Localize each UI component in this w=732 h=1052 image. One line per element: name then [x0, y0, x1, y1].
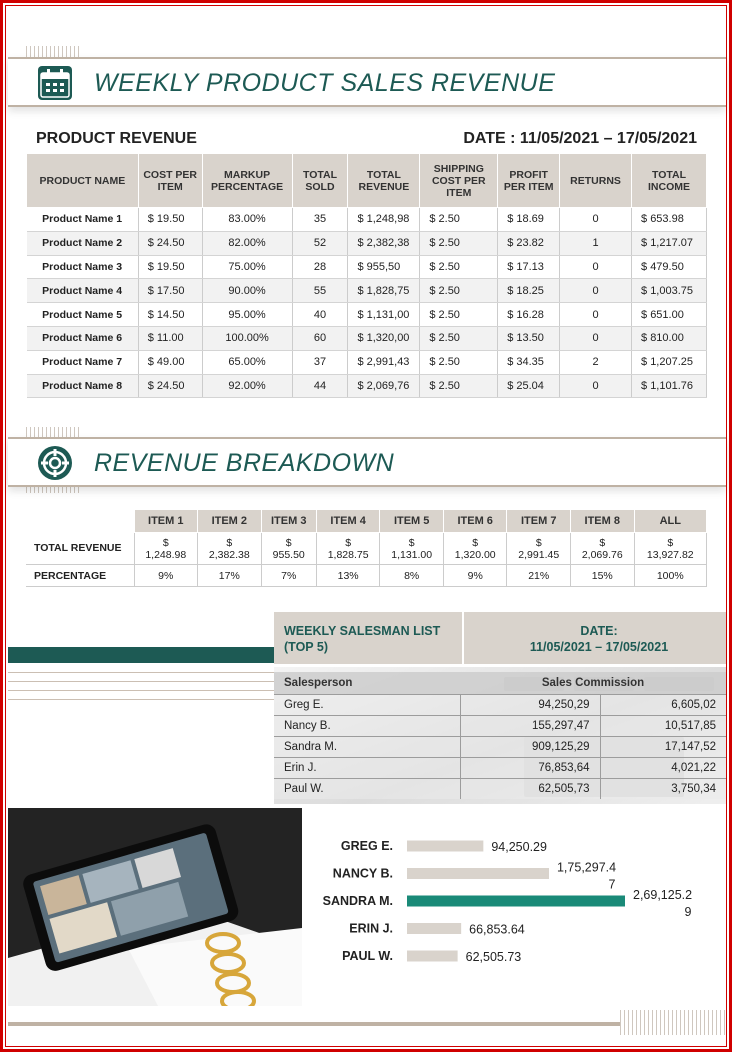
- table-cell: 65.00%: [202, 350, 292, 374]
- col-header: ITEM 4: [316, 510, 380, 533]
- currency-symbol: $: [472, 536, 479, 549]
- bar: [407, 841, 483, 852]
- col-header: MARKUP PERCENTAGE: [202, 154, 292, 208]
- table-row: [27, 326, 707, 350]
- revenue-value: 955.50: [272, 548, 305, 561]
- product-name-cell: Product Name 6: [27, 326, 139, 350]
- commission-amount: 6,605,02: [600, 694, 726, 715]
- revenue-value: 1,248.98: [145, 548, 187, 561]
- calendar-icon: [38, 66, 72, 100]
- table-cell: 0: [560, 326, 632, 350]
- percentage-cell: 17%: [198, 565, 262, 587]
- salesman-date-value: 11/05/2021 – 17/05/2021: [529, 640, 669, 654]
- table-cell: $ 2.50: [420, 231, 498, 255]
- table-cell: 40: [292, 303, 348, 327]
- data-label: 66,853.64: [469, 922, 525, 937]
- percentage-row: [26, 565, 707, 587]
- salesperson-name: Paul W.: [274, 778, 460, 799]
- bottom-stripes: [620, 1010, 726, 1035]
- salesman-date-label: DATE:: [580, 624, 618, 638]
- table-row: [27, 303, 707, 327]
- table-cell: 95.00%: [202, 303, 292, 327]
- product-name-cell: Product Name 8: [27, 374, 139, 398]
- data-label-line: 2,69,125.2: [633, 888, 693, 902]
- revenue-value: 1,320.00: [454, 548, 496, 561]
- table-cell: $ 1,131,00: [348, 303, 420, 327]
- table-cell: $ 1,248,98: [348, 208, 420, 232]
- table-cell: $ 2.50: [420, 208, 498, 232]
- section1-banner: [8, 57, 726, 107]
- revenue-value: 1,828.75: [327, 548, 369, 561]
- table-cell: 75.00%: [202, 255, 292, 279]
- product-name-cell: Product Name 4: [27, 279, 139, 303]
- table-cell: 0: [560, 303, 632, 327]
- data-label-line: 7: [608, 877, 616, 892]
- currency-symbol: $: [408, 536, 415, 549]
- table-cell: $ 18.25: [498, 279, 560, 303]
- table-cell: $ 11.00: [138, 326, 202, 350]
- category-label: NANCY B.: [332, 866, 393, 881]
- product-name-cell: Product Name 7: [27, 350, 139, 374]
- table-row: [274, 757, 726, 778]
- data-label: [557, 861, 616, 892]
- table-cell: 55: [292, 279, 348, 303]
- revenue-value: 13,927.82: [646, 548, 694, 561]
- product-revenue-table: [26, 153, 707, 398]
- table-cell: $ 34.35: [498, 350, 560, 374]
- header-divider: [462, 612, 464, 664]
- sales-amount: 155,297,47: [460, 715, 600, 736]
- sales-amount: 62,505,73: [460, 778, 600, 799]
- revenue-cell: [443, 533, 507, 565]
- currency-symbol: $: [535, 536, 542, 549]
- col-header: RETURNS: [560, 154, 632, 208]
- revenue-cell: [634, 533, 706, 565]
- table-cell: $ 16.28: [498, 303, 560, 327]
- table-row: [27, 279, 707, 303]
- col-header: PRODUCT NAME: [27, 154, 139, 208]
- salesperson-name: Greg E.: [274, 694, 460, 715]
- revenue-breakdown-table: [26, 509, 707, 587]
- revenue-cell: [134, 533, 198, 565]
- salesman-title: WEEKLY SALESMAN LIST (TOP 5): [284, 624, 441, 654]
- table-cell: $ 2.50: [420, 326, 498, 350]
- table-cell: $ 17.13: [498, 255, 560, 279]
- table-cell: $ 2,991,43: [348, 350, 420, 374]
- percentage-label: PERCENTAGE: [26, 565, 134, 587]
- table-cell: 37: [292, 350, 348, 374]
- col-header: ITEM 1: [134, 510, 198, 533]
- col-header: ITEM 8: [571, 510, 635, 533]
- table-row: [274, 694, 726, 715]
- percentage-cell: 100%: [634, 565, 706, 587]
- bar: [407, 923, 461, 934]
- table-cell: 0: [560, 374, 632, 398]
- col-header: COST PER ITEM: [138, 154, 202, 208]
- table-cell: 0: [560, 279, 632, 303]
- percentage-cell: 9%: [443, 565, 507, 587]
- col-header: TOTAL SOLD: [292, 154, 348, 208]
- table-header-row: [27, 154, 707, 208]
- table-cell: $ 2.50: [420, 279, 498, 303]
- salesman-header: [274, 612, 726, 664]
- currency-symbol: $: [162, 536, 169, 549]
- commission-amount: 3,750,34: [600, 778, 726, 799]
- product-name-cell: Product Name 2: [27, 231, 139, 255]
- table-cell: $ 19.50: [138, 208, 202, 232]
- table-cell: $ 479.50: [632, 255, 707, 279]
- table-row: [27, 231, 707, 255]
- table-row: [274, 778, 726, 799]
- table-row: [27, 255, 707, 279]
- sales-amount: 909,125,29: [460, 736, 600, 757]
- table-row: [274, 715, 726, 736]
- category-label: ERIN J.: [349, 921, 393, 936]
- table-cell: 28: [292, 255, 348, 279]
- table-cell: 92.00%: [202, 374, 292, 398]
- bar: [407, 951, 458, 962]
- product-revenue-heading: PRODUCT REVENUE: [36, 130, 197, 147]
- table-cell: $ 18.69: [498, 208, 560, 232]
- col-sales-commission: Sales Commission: [460, 672, 726, 694]
- table-header-row: [26, 510, 707, 533]
- table-cell: $ 2.50: [420, 374, 498, 398]
- total-revenue-row: [26, 533, 707, 565]
- table-cell: $ 17.50: [138, 279, 202, 303]
- col-header: ALL: [634, 510, 706, 533]
- table-cell: 1: [560, 231, 632, 255]
- percentage-cell: 21%: [507, 565, 571, 587]
- category-label: PAUL W.: [342, 949, 393, 963]
- col-header: TOTAL INCOME: [632, 154, 707, 208]
- percentage-cell: 7%: [261, 565, 316, 587]
- revenue-cell: [316, 533, 380, 565]
- revenue-cell: [507, 533, 571, 565]
- section1-title: WEEKLY PRODUCT SALES REVENUE: [94, 69, 556, 97]
- salesperson-name: Nancy B.: [274, 715, 460, 736]
- table-cell: 83.00%: [202, 208, 292, 232]
- table-cell: $ 13.50: [498, 326, 560, 350]
- table-cell: $ 24.50: [138, 374, 202, 398]
- table-cell: $ 2,069,76: [348, 374, 420, 398]
- revenue-cell: [198, 533, 262, 565]
- section2-banner: [8, 437, 726, 487]
- table-cell: $ 19.50: [138, 255, 202, 279]
- sales-amount: 94,250,29: [460, 694, 600, 715]
- bottom-rule: [8, 1022, 620, 1026]
- date-range: DATE : 11/05/2021 – 17/05/2021: [463, 130, 697, 147]
- table-cell: $ 651.00: [632, 303, 707, 327]
- category-label: GREG E.: [340, 839, 393, 853]
- col-header: ITEM 6: [443, 510, 507, 533]
- table-cell: 52: [292, 231, 348, 255]
- table-cell: $ 653.98: [632, 208, 707, 232]
- table-cell: $ 2.50: [420, 255, 498, 279]
- bar: [407, 868, 549, 879]
- revenue-value: 2,991.45: [518, 548, 560, 561]
- col-header: ITEM 3: [261, 510, 316, 533]
- table-cell: $ 955,50: [348, 255, 420, 279]
- table-row: [27, 208, 707, 232]
- table-cell: $ 1,003.75: [632, 279, 707, 303]
- col-header: ITEM 7: [507, 510, 571, 533]
- data-label: [633, 888, 692, 919]
- percentage-cell: 9%: [134, 565, 198, 587]
- table-cell: 60: [292, 326, 348, 350]
- bar: [407, 896, 625, 907]
- salesperson-bar-chart: [305, 830, 726, 980]
- phone-planner-photo: [8, 808, 302, 1006]
- table-row: [27, 350, 707, 374]
- revenue-value: 2,069.76: [581, 548, 623, 561]
- data-label-line: 9: [684, 905, 692, 919]
- currency-symbol: $: [345, 536, 352, 549]
- col-header: PROFIT PER ITEM: [498, 154, 560, 208]
- col-salesperson: Salesperson: [274, 672, 460, 694]
- decor-lines: [8, 672, 274, 702]
- table-cell: 90.00%: [202, 279, 292, 303]
- table-header-row: [274, 672, 726, 694]
- table-cell: $ 810.00: [632, 326, 707, 350]
- commission-amount: 17,147,52: [600, 736, 726, 757]
- salesperson-name: Sandra M.: [274, 736, 460, 757]
- table-cell: 35: [292, 208, 348, 232]
- percentage-cell: 8%: [380, 565, 444, 587]
- table-cell: $ 14.50: [138, 303, 202, 327]
- table-cell: 100.00%: [202, 326, 292, 350]
- col-header: SHIPPING COST PER ITEM: [420, 154, 498, 208]
- product-name-cell: Product Name 5: [27, 303, 139, 327]
- revenue-value: 1,131.00: [391, 548, 433, 561]
- sales-amount: 76,853,64: [460, 757, 600, 778]
- table-cell: $ 1,101.76: [632, 374, 707, 398]
- data-label-line: 1,75,297.4: [556, 860, 617, 875]
- section2-title: REVENUE BREAKDOWN: [94, 449, 395, 477]
- data-label: 62,505.73: [465, 950, 522, 964]
- table-row: [274, 736, 726, 757]
- revenue-cell: [571, 533, 635, 565]
- revenue-cell: [261, 533, 316, 565]
- product-name-cell: Product Name 3: [27, 255, 139, 279]
- salesperson-name: Erin J.: [274, 757, 460, 778]
- revenue-value: 2,382.38: [208, 548, 250, 561]
- table-cell: $ 24.50: [138, 231, 202, 255]
- table-cell: $ 25.04: [498, 374, 560, 398]
- target-icon: [38, 446, 72, 480]
- col-header: ITEM 5: [380, 510, 444, 533]
- product-name-cell: Product Name 1: [27, 208, 139, 232]
- col-header: TOTAL REVENUE: [348, 154, 420, 208]
- table-cell: $ 49.00: [138, 350, 202, 374]
- currency-symbol: $: [667, 536, 674, 549]
- salesman-table: [274, 672, 726, 799]
- total-revenue-label: TOTAL REVENUE: [26, 533, 134, 565]
- table-cell: 82.00%: [202, 231, 292, 255]
- commission-amount: 10,517,85: [600, 715, 726, 736]
- table-cell: 0: [560, 255, 632, 279]
- table-cell: $ 1,207.25: [632, 350, 707, 374]
- category-label: SANDRA M.: [322, 894, 393, 908]
- table-cell: $ 2.50: [420, 350, 498, 374]
- table-cell: $ 1,828,75: [348, 279, 420, 303]
- commission-amount: 4,021,22: [600, 757, 726, 778]
- percentage-cell: 13%: [316, 565, 380, 587]
- percentage-cell: 15%: [571, 565, 635, 587]
- revenue-cell: [380, 533, 444, 565]
- decor-teal-bar: [8, 647, 274, 663]
- currency-symbol: $: [285, 536, 292, 549]
- currency-symbol: $: [226, 536, 233, 549]
- table-cell: 2: [560, 350, 632, 374]
- salesman-date: [474, 623, 724, 655]
- currency-symbol: $: [599, 536, 606, 549]
- table-cell: $ 2.50: [420, 303, 498, 327]
- table-cell: $ 2,382,38: [348, 231, 420, 255]
- table-cell: $ 1,217.07: [632, 231, 707, 255]
- data-label: 94,250.29: [491, 840, 547, 854]
- table-cell: 44: [292, 374, 348, 398]
- table-cell: 0: [560, 208, 632, 232]
- table-row: [27, 374, 707, 398]
- table-cell: $ 23.82: [498, 231, 560, 255]
- col-header: ITEM 2: [198, 510, 262, 533]
- table-cell: $ 1,320,00: [348, 326, 420, 350]
